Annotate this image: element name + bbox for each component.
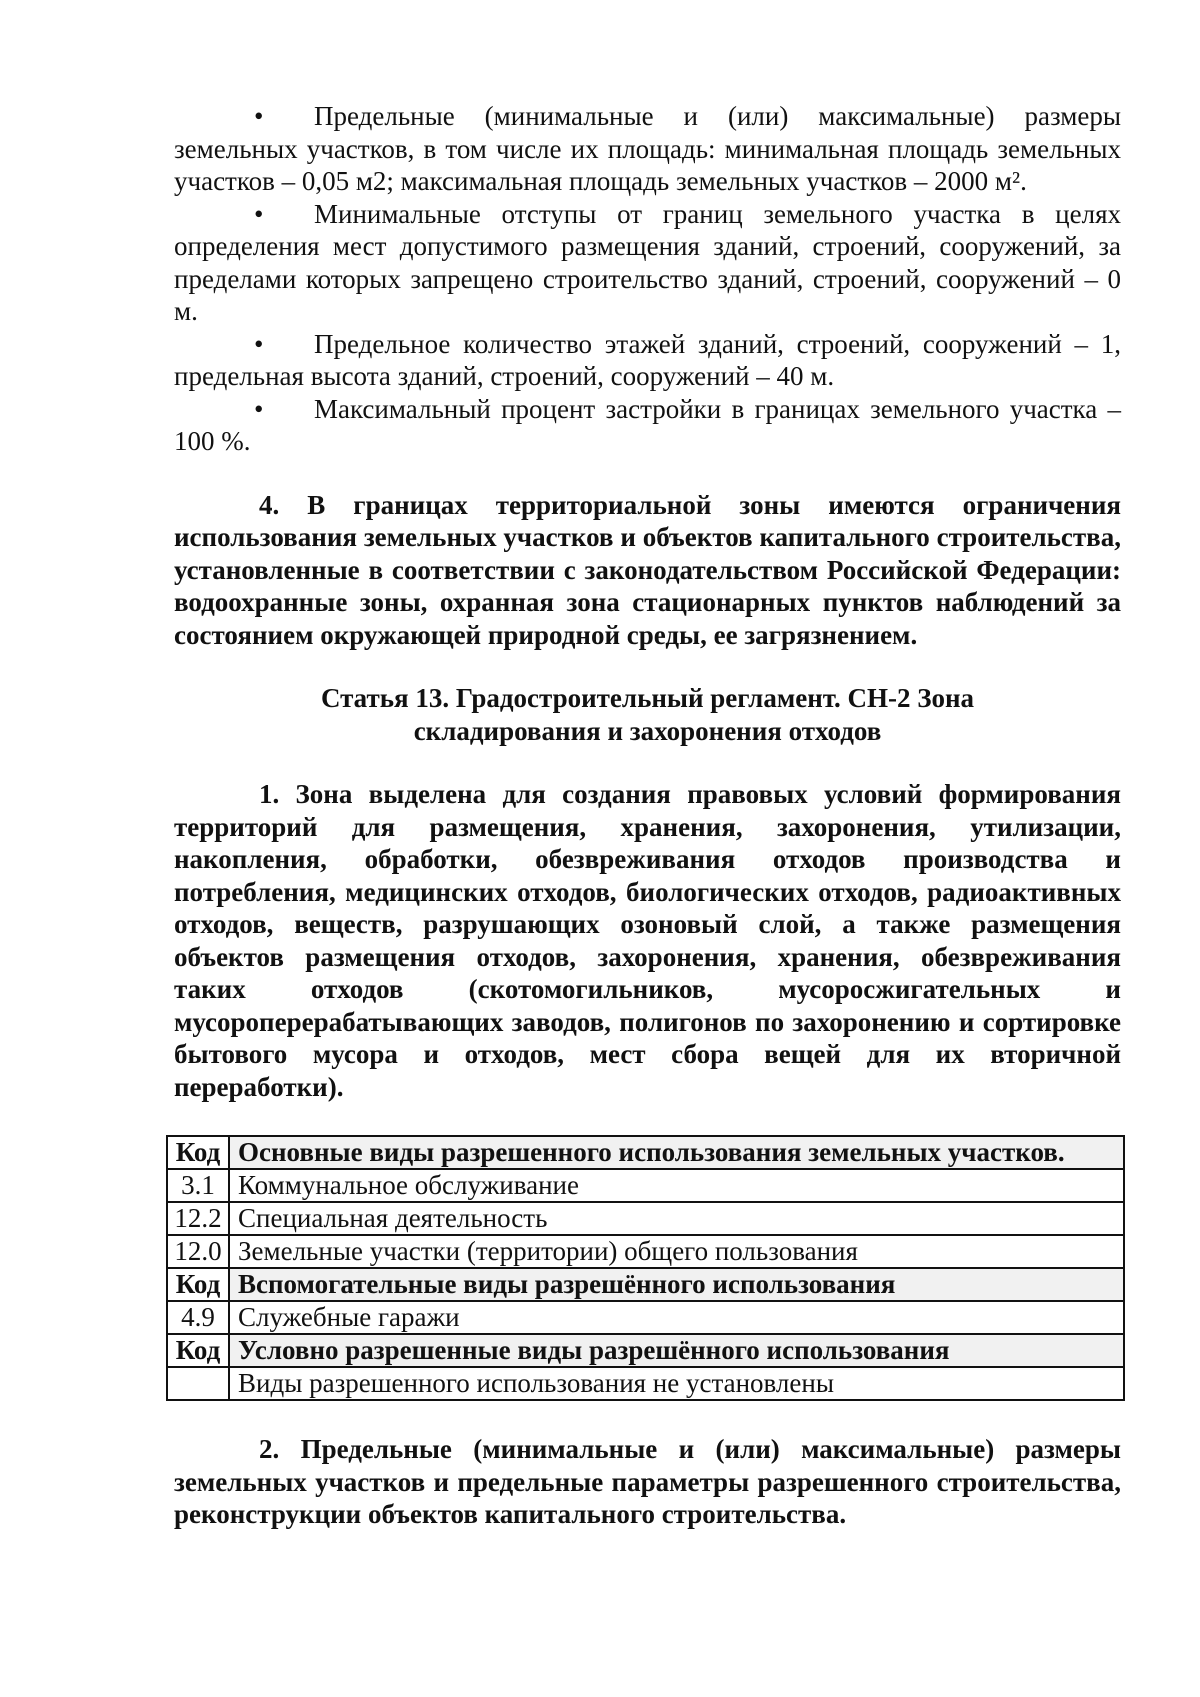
document-page [174,100,1121,1531]
code-header: Код [167,1334,229,1367]
use-name: Земельные участки (территории) общего пользования [229,1235,1124,1268]
use-name: Виды разрешенного использования не установлены [229,1367,1124,1400]
code-header: Код [167,1136,229,1169]
table-row [167,1301,1124,1334]
bullet-dot: • [254,393,264,424]
table-row [167,1235,1124,1268]
use-code: 12.2 [167,1202,229,1235]
bullet-min-max-size [174,100,1121,198]
aux-uses-title: Вспомогательные виды разрешённого использования [229,1268,1124,1301]
bullet-dot: • [254,101,264,131]
bullet-setbacks [174,198,1121,328]
use-code: 4.9 [167,1301,229,1334]
limits-paragraph: 2. Предельные (минимальные и (или) максимальные) размеры земельных участков и предельные параметры разрешенного строительства, реконструкции объектов капитального строительства. [174,1434,1121,1529]
use-code: 3.1 [167,1169,229,1202]
main-uses-title: Основные виды разрешенного использования земельных участков. [229,1136,1124,1169]
use-name: Коммунальное обслуживание [229,1169,1124,1202]
article-title-line2: складирования и захоронения отходов [413,715,882,746]
bullet-dot: • [254,198,264,229]
aux-uses-header [167,1268,1124,1301]
main-uses-header [167,1136,1124,1169]
use-name: Специальная деятельность [229,1202,1124,1235]
table-row [167,1367,1124,1400]
bullet-text: Предельное количество этажей зданий, строений, сооружений – 1, предельная высота зданий, строений, сооружений – 40 м. [174,328,1121,391]
table-row [167,1169,1124,1202]
article-title-line1: Статья 13. Градостроительный регламент. СН-2 Зона [320,683,975,713]
cond-uses-header [167,1334,1124,1367]
table-row [167,1202,1124,1235]
use-code [167,1367,229,1400]
bullet-build-percent [174,393,1121,458]
use-name: Служебные гаражи [229,1301,1124,1334]
cond-uses-title: Условно разрешенные виды разрешённого использования [229,1334,1124,1367]
code-header: Код [167,1268,229,1301]
bullet-floors-height [174,328,1121,393]
bullet-text: Предельные (минимальные и (или) максимальные) размеры земельных участков, в том числе их площадь: минимальная площадь земельных участков – 0,05 м2; максимальная площадь земельных участков – 2000 м². [174,101,1121,196]
use-code: 12.0 [167,1235,229,1268]
restrictions-paragraph: 4. В границах территориальной зоны имеются ограничения использования земельных участков и объектов капитального строительства, установленные в соответствии с законодательством Российской Федерации: водоохранные зоны, охранная зона стационарных пунктов наблюдений за состоянием окружающей природной среды, ее загрязнением. [174,489,1121,650]
permitted-use-table [166,1135,1125,1401]
bullet-text: Максимальный процент застройки в границах земельного участка – 100 %. [174,393,1121,456]
bullet-dot: • [254,328,264,359]
bullet-text: Минимальные отступы от границ земельного участка в целях определения мест допустимого размещения зданий, строений, сооружений, за пределами которых запрещено строительство зданий, строений, сооружений – 0 м. [174,198,1121,326]
zone-purpose-paragraph: 1. Зона выделена для создания правовых условий формирования территорий для размещения, хранения, захоронения, утилизации, накопления, обработки, обезвреживания отходов производства и потребления, медицинских отходов, биологических отходов, радиоактивных отходов, веществ, разрушающих озоновый слой, а также размещения объектов размещения отходов, захоронения, хранения, обезвреживания таких отходов (скотомогильников, мусоросжигательных и мусороперерабатывающих заводов, полигонов по захоронению и сортировке бытового мусора и отходов, мест сбора вещей для их вторичной переработки). [174,779,1121,1102]
